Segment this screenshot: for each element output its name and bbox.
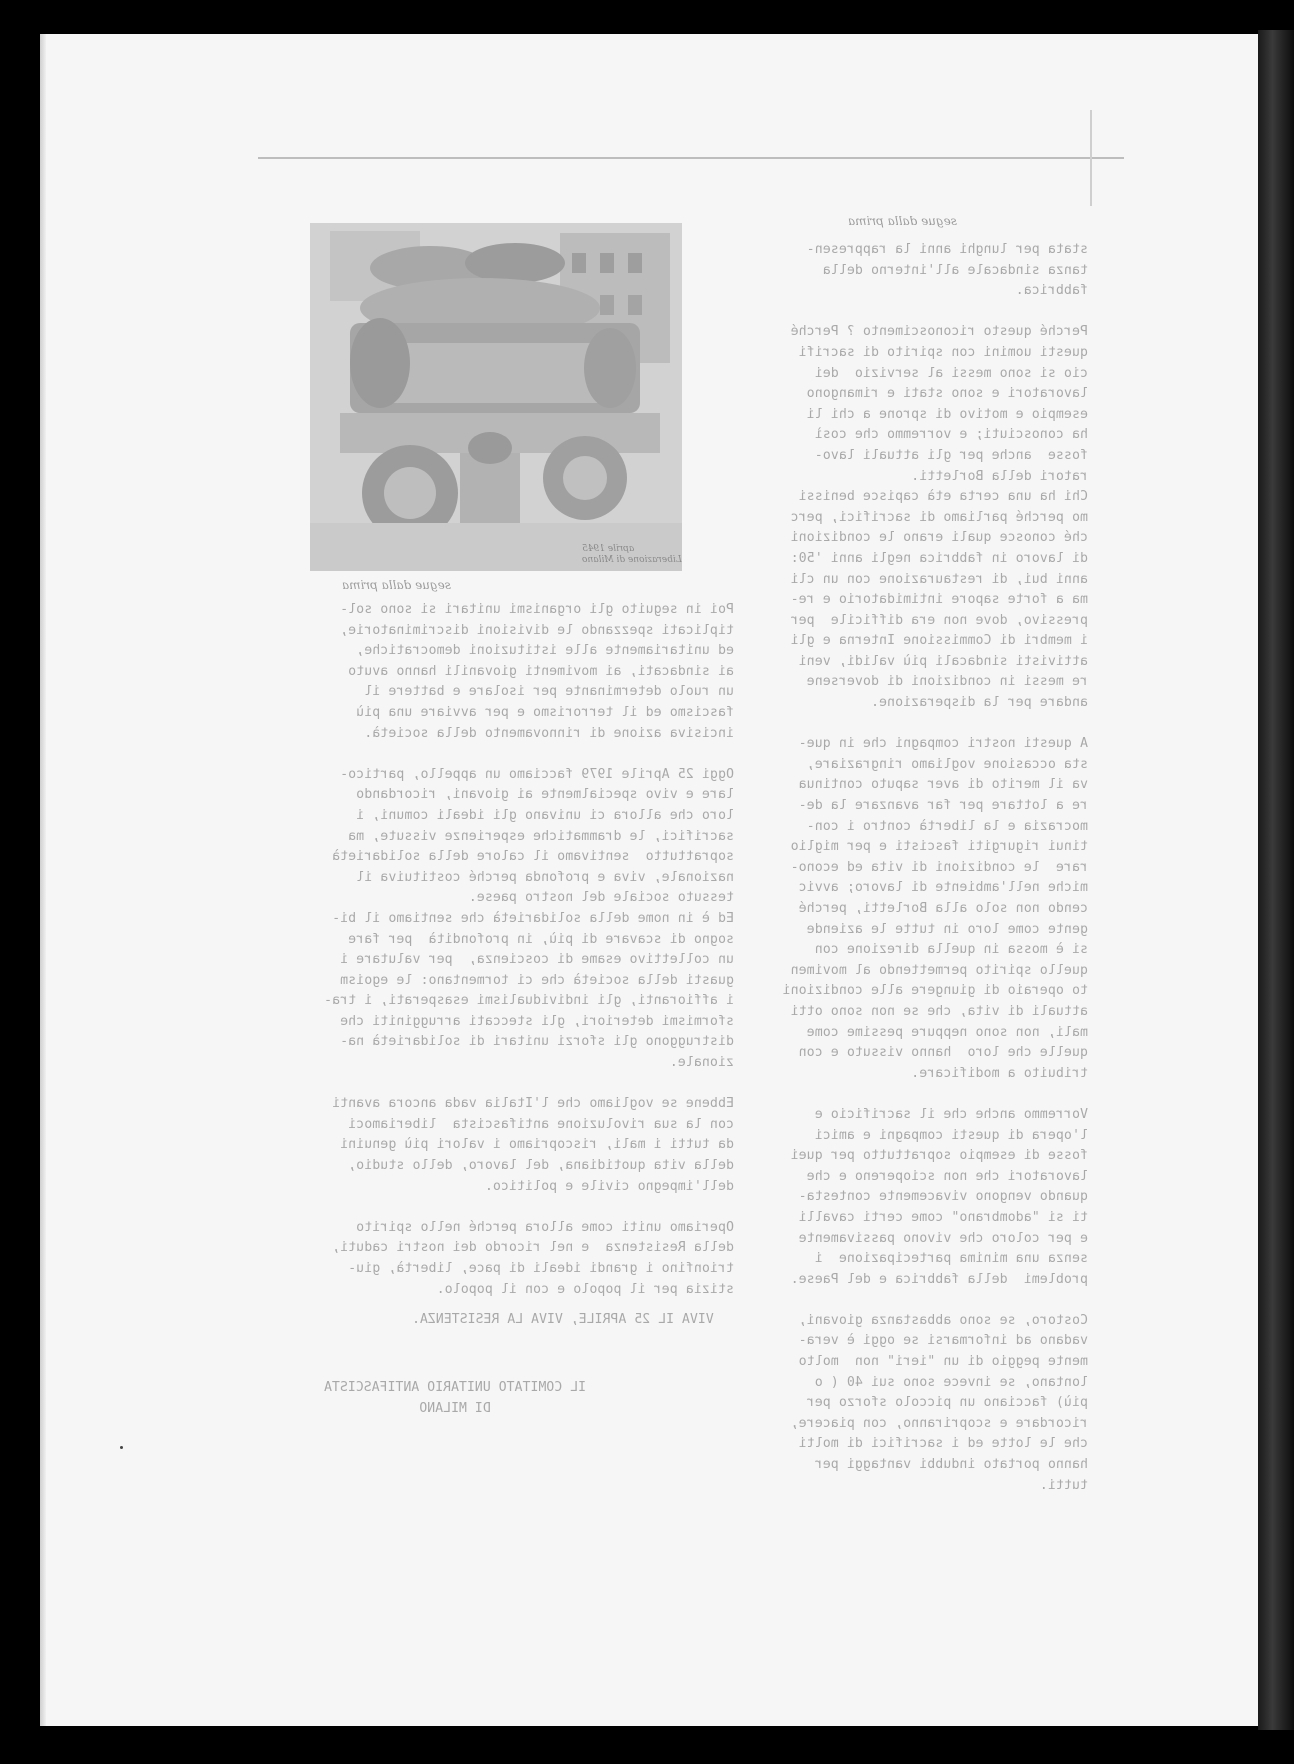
closing-slogan: VIVA IL 25 APRILE, VIVA LA RESISTENZA. bbox=[412, 1312, 714, 1327]
article-right-column: stata per lunghi anni la rappresen- tanza sindacale all'interno della fabbrica. Perché questo riconoscimento ? Perché questi uomini con spirito di sacrifi cio si sono messi al servizio dei lavoratori e sono stati e rimangono esempio e motivo di sprone a chi li ha conosciuti; e vorremmo che così fosse anche per gli attuali lavo- ratori della Borletti. Chi ha una certa età capisce benissi mo perché parliamo di sacrifici, perc ché conosce quali erano le condizioni di lavoro in fabbrica negli anni '50: anni bui, di restaurazione con un cli ma a forte sapore intimidatorio e re- pressivo, dove non era difficile per i membri di Commissione Interna e gli attivisti sindacali più validi, veni re messi in condizioni di doversene andare per la disperazione. A questi nostri compagni che in que- sta occasione vogliamo ringraziare, va il merito di aver saputo continua re a lottare per far avanzare la de- mocrazia e la libertà contro i con- tinui rigurgiti fascisti e per miglio rare le condizioni di vita ed econo- miche nell'ambiente di lavoro; avvic cendo non solo alla Borletti, perché gente come loro in tutte le aziende si è mossa in quella direzione con quello spirito permettendo al movimen to operaio di giungere alle condizioni attuali di vita, che se non sono otti mali, non sono neppure pessime come quelle che loro hanno vissuto e con tribuito a modificare. Vorremmo anche che il sacrificio e l'opera di questi compagni e amici fosse di esempio soprattutto per quei lavoratori che non sciopereno e che quando vengono vivacemente contesta- ti si "adombrano" come certi cavalli e per coloro che vivono passivamente senza una minima partecipazione i problemi della fabbrica e del Paese. Costoro, se sono abbastanza giovani, vadano ad informarsi se oggi è vera- mente peggio di un "ieri" non molto lontano, se invece sono sui 40 ( o più) facciano un piccolo sforzo per ricordare e scopriranno, con piacere, che le lotte ed i sacrifici di molti hanno portato indubbi vantaggi per tutti. bbox=[782, 242, 1088, 1493]
page-edge bbox=[40, 34, 46, 1726]
fold-mark bbox=[1090, 110, 1092, 206]
photo-credit: aprile 1945 Liberazione di Milano bbox=[582, 544, 682, 565]
scan-border-right bbox=[1258, 30, 1294, 1730]
article-left-column: Poi in seguito gli organismi unitari si sono sol- tiplicati spezzando le divisioni discriminatorie, ed unitariamente alle istituzioni democratiche, ai sindacati, ai movimenti giovanili hanno avuto un ruolo determinante per isolare e battere il fascismo ed il terrorismo e per avviare una più incisiva azione di rinnovamento della società. Oggi 25 Aprile 1979 facciamo un appello, partico- lare e vivo specialmente ai giovani, ricordando loro che allora ci univano gli ideali comuni, i sacrifici, le drammatiche esperienze vissute, ma soprattutto sentivamo il calore della solidarietà nazionale, viva e profonda perché costituiva il tessuto sociale del nostro paese. Ed è in nome della solidarietà che sentiamo il bi- sogno di scavare di più, in profondità per fare un collettivo esame di coscienza, per valutare i guasti della società che ci tormentano: le egoism i affioranti, gli individualismi esasperati, i tra- sformismi deteriori, gli steccati arrugginiti che distruggono gli sforzi unitari di solidarietà na- zionale. Ebbene se vogliamo che l'Italia vada ancora avanti con la sua rivoluzione antifascista liberiamoci da tutti i mali, riscopriamo i valori più genuini della vita quotidiana, del lavoro, dello studio, dell'impegno civile e politico. Operiamo uniti come allora perché nello spirito della Resistenza e nel ricordo dei nostri caduti, trionfino i grandi ideali di pace, libertà, giu- stizia per il popolo e con il popolo. bbox=[323, 602, 734, 1297]
continuation-caption-top: segue dalla prima bbox=[848, 214, 957, 228]
signature-block: IL COMITATO UNITARIO ANTIFASCISTA DI MILANO bbox=[324, 1380, 587, 1416]
liberation-crowd-photo bbox=[310, 223, 682, 571]
historical-photo bbox=[310, 223, 682, 571]
continuation-caption-photo: segue dalla prima bbox=[342, 578, 451, 592]
scan-speck bbox=[120, 1446, 123, 1449]
header-rule bbox=[258, 157, 1124, 159]
